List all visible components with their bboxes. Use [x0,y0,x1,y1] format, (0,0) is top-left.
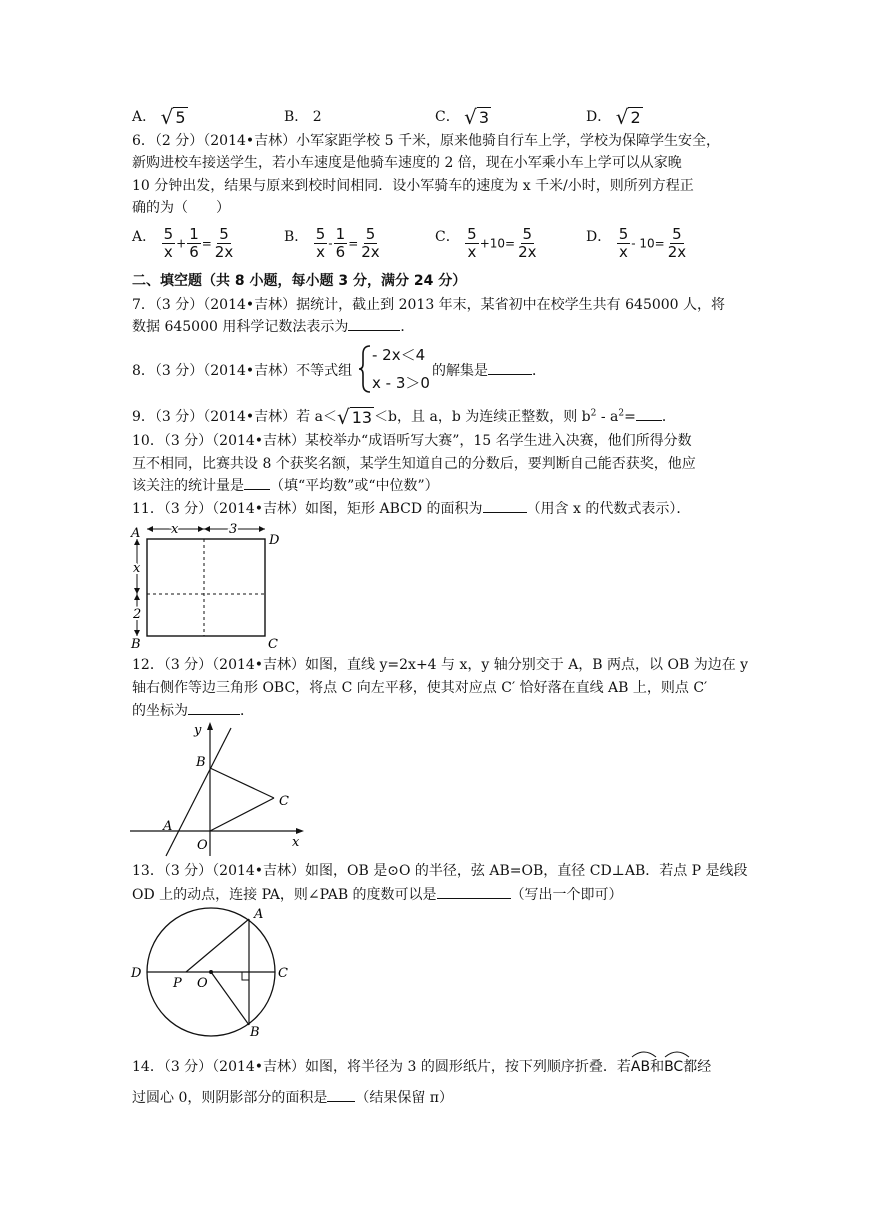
q10-text: 该关注的统计量是 [132,478,244,494]
numerator: 5 [365,225,376,243]
y-axis-arrow-icon [207,722,213,730]
fraction [314,226,328,261]
exponent: 2 [590,408,597,419]
denominator: x [316,243,325,261]
arc-label: BC [664,1059,684,1075]
q6-option-d [586,226,689,261]
answer-blank [244,475,270,490]
q14-text: 和 [650,1059,665,1075]
label-B: B [250,1025,260,1040]
radicand: 3 [478,107,490,127]
option-label: C． [435,229,460,245]
q6-option-b [284,226,383,261]
answer-blank [437,884,511,899]
option-label: C． [435,109,460,125]
fraction [187,226,201,261]
option-value: 2 [312,109,322,125]
denominator: 6 [189,243,199,261]
operator: = [201,236,212,251]
fraction [516,226,538,261]
q9-text: - a [596,409,619,425]
q6-line-3: 10 分钟出发，结果与原来到校时间相同．设小军骑车的速度为 x 千米/小时，则所列方程正 [132,178,694,194]
q13-line-1: 13．（3 分）（2014•吉林）如图，OB 是⊙O 的半径，弦 AB=OB，直径 CD⊥AB．若点 P 是线段 [132,863,748,879]
q8-suffix [432,360,546,380]
q12-line-1: 12．（3 分）（2014•吉林）如图，直线 y=2x+4 与 x，y 轴分别交于 A，B 两点，以 OB 为边在 y [132,657,749,673]
numerator: 1 [189,225,199,243]
q9-end: ． [661,409,676,425]
q6-line-2: 新购进校车接送学生，若小车速度是他骑车速度的 2 倍，现在小军乘小车上学可以从家晚 [132,155,682,171]
numerator: 5 [163,225,174,243]
numerator: 5 [219,225,229,243]
fraction [162,226,176,261]
q11-line [132,498,690,520]
fraction [213,226,235,261]
rectangle [147,539,265,636]
label-y: y [194,723,202,738]
q7-text: 数据 645000 用科学记数法表示为 [132,319,349,335]
q13-text: OD 上的动点，连接 PA，则∠PAB 的度数可以是 [132,887,437,903]
q10-text: （填“平均数”或“中位数”） [270,478,439,494]
q14-text: 过圆心 0，则阴影部分的面积是 [132,1090,328,1106]
arc-icon [664,1050,690,1058]
answer-blank [327,1087,355,1102]
q11-text: 11．（3 分）（2014•吉林）如图，矩形 ABCD 的面积为 [132,501,483,517]
q14-text: （结果保留 π） [355,1090,454,1106]
q5-option-c [435,106,491,128]
label-P: P [173,976,182,991]
label-C: C [268,637,278,650]
label-A: A [254,907,264,922]
q9-text: 9．（3 分）（2014•吉林）若 a＜ [132,409,337,425]
operator: + [176,236,187,251]
denominator: 2x [361,243,380,261]
denominator: 2x [667,243,687,261]
center-point [209,970,213,974]
operator: - 10= [631,236,665,251]
option-label: B． [284,109,309,125]
q12-line-2: 轴右侧作等边三角形 OBC，将点 C 向左平移，使其对应点 C′ 恰好落在直线 AB 上，则点 C′ [132,680,708,696]
q10-line-3 [132,475,439,497]
label-x-side: x [133,561,141,576]
q6-option-c [435,226,540,261]
radicand: 5 [175,107,186,127]
sqrt-expression: √ 3 [464,105,490,129]
label-A: A [163,819,173,834]
sqrt-expression: √ 5 [160,105,186,129]
q9-text: = [624,409,636,425]
answer-blank [488,360,532,375]
label-B: B [196,755,206,770]
arc-icon [631,1050,657,1058]
section-heading: 二、填空题（共 8 小题，每小题 3 分，满分 24 分） [132,273,467,289]
figure-line-triangle [128,718,308,858]
fraction [334,226,348,261]
q8-ineq-2: x - 3＞0 [372,374,430,392]
q12-end: ． [240,703,254,719]
label-x: x [292,835,300,850]
numerator: 1 [335,225,346,243]
q6-line-1: 6．（2 分）（2014•吉林）小军家距学校 5 千米，原来他骑自行车上学，学校为保障学生安全， [132,133,720,149]
q8-ineq-1: - 2x＜4 [372,346,426,364]
option-label: D． [586,109,612,125]
option-label: B． [284,229,309,245]
operator: = [348,236,359,251]
q7-end: ． [400,319,415,335]
answer-blank [483,498,527,513]
answer-blank [188,700,240,715]
numerator: 5 [467,225,477,243]
segment-oc [210,798,274,831]
figure-rectangle-abcd [128,520,293,650]
segment-bc [210,768,274,798]
q10-line-1: 10．（3 分）（2014•吉林）某校举办“成语听写大赛”，15 名学生进入决赛，他们所得分数 [132,433,692,449]
sqrt-expression: √ 13 [336,405,373,429]
option-label: D． [586,229,612,245]
q7-line-2 [132,316,414,338]
q5-option-b [284,106,322,126]
q8-end: ． [532,363,546,379]
radicand: 13 [351,407,373,427]
q13-text: （写出一个即可） [510,887,623,903]
q14-text: 14．（3 分）（2014•吉林）如图，将半径为 3 的圆形纸片，按下列顺序折叠．若 [132,1059,631,1075]
label-C: C [279,794,289,809]
label-3: 3 [229,522,238,537]
fraction [465,226,479,261]
label-B: B [131,637,141,650]
brace-icon [358,344,372,394]
q14-text: 都经 [683,1059,712,1075]
q12-text: 的坐标为 [132,703,188,719]
arc-bc [664,1056,683,1078]
label-O: O [197,838,208,853]
denominator: 2x [214,243,234,261]
numerator: 5 [522,225,533,243]
fraction [666,226,688,261]
x-axis-arrow-icon [296,828,304,834]
radicand: 2 [630,107,641,127]
q11-text: （用含 x 的代数式表示）． [526,501,691,517]
sqrt-expression: √ 2 [615,105,641,129]
denominator: x [619,243,628,261]
option-label: A． [132,229,157,245]
denominator: x [163,243,173,261]
option-label: A． [132,109,157,125]
arc-label: AB [630,1059,651,1075]
operator: +10= [479,236,516,251]
arc-ab [631,1056,650,1078]
label-O: O [197,976,208,991]
label-D: D [269,533,280,548]
label-A: A [131,526,141,541]
label-D: D [131,966,142,981]
q9-text: ＜b，且 a，b 为连续正整数，则 b [374,409,591,425]
q14-line-2 [132,1087,453,1109]
numerator: 5 [618,225,629,243]
operator: - [328,236,333,251]
denominator: 6 [335,243,346,261]
numerator: 5 [315,225,326,243]
q7-line-1: 7．（3 分）（2014•吉林）据统计，截止到 2013 年末，某省初中在校学生共有 645000 人，将 [132,297,726,313]
q6-line-4: 确的为（ ） [132,200,230,216]
label-2: 2 [133,607,142,622]
segment-pa [186,919,249,972]
figure-circle [128,904,298,1040]
q10-line-2: 互不相同，比赛共设 8 个获奖名额，某学生知道自己的分数后，要判断自己能否获奖，他应 [132,456,696,472]
q13-line-2 [132,884,623,906]
q14-line-1 [132,1056,711,1078]
denominator: x [467,243,477,261]
q8-prefix: 8．（3 分）（2014•吉林）不等式组 [132,363,353,379]
right-angle-mark [242,972,249,980]
answer-blank [348,316,400,331]
denominator: 2x [518,243,537,261]
q5-option-d [586,106,643,128]
fraction [617,226,631,261]
fraction [359,226,381,261]
q8-text: 的解集是 [432,363,488,379]
q6-option-a [132,226,236,261]
q5-option-a [132,106,188,128]
q9-line [132,406,676,428]
line-ab [166,728,231,856]
label-C: C [278,966,288,981]
exponent: 2 [618,408,625,419]
answer-blank [636,406,662,421]
label-x-top: x [171,522,179,537]
numerator: 5 [672,225,682,243]
